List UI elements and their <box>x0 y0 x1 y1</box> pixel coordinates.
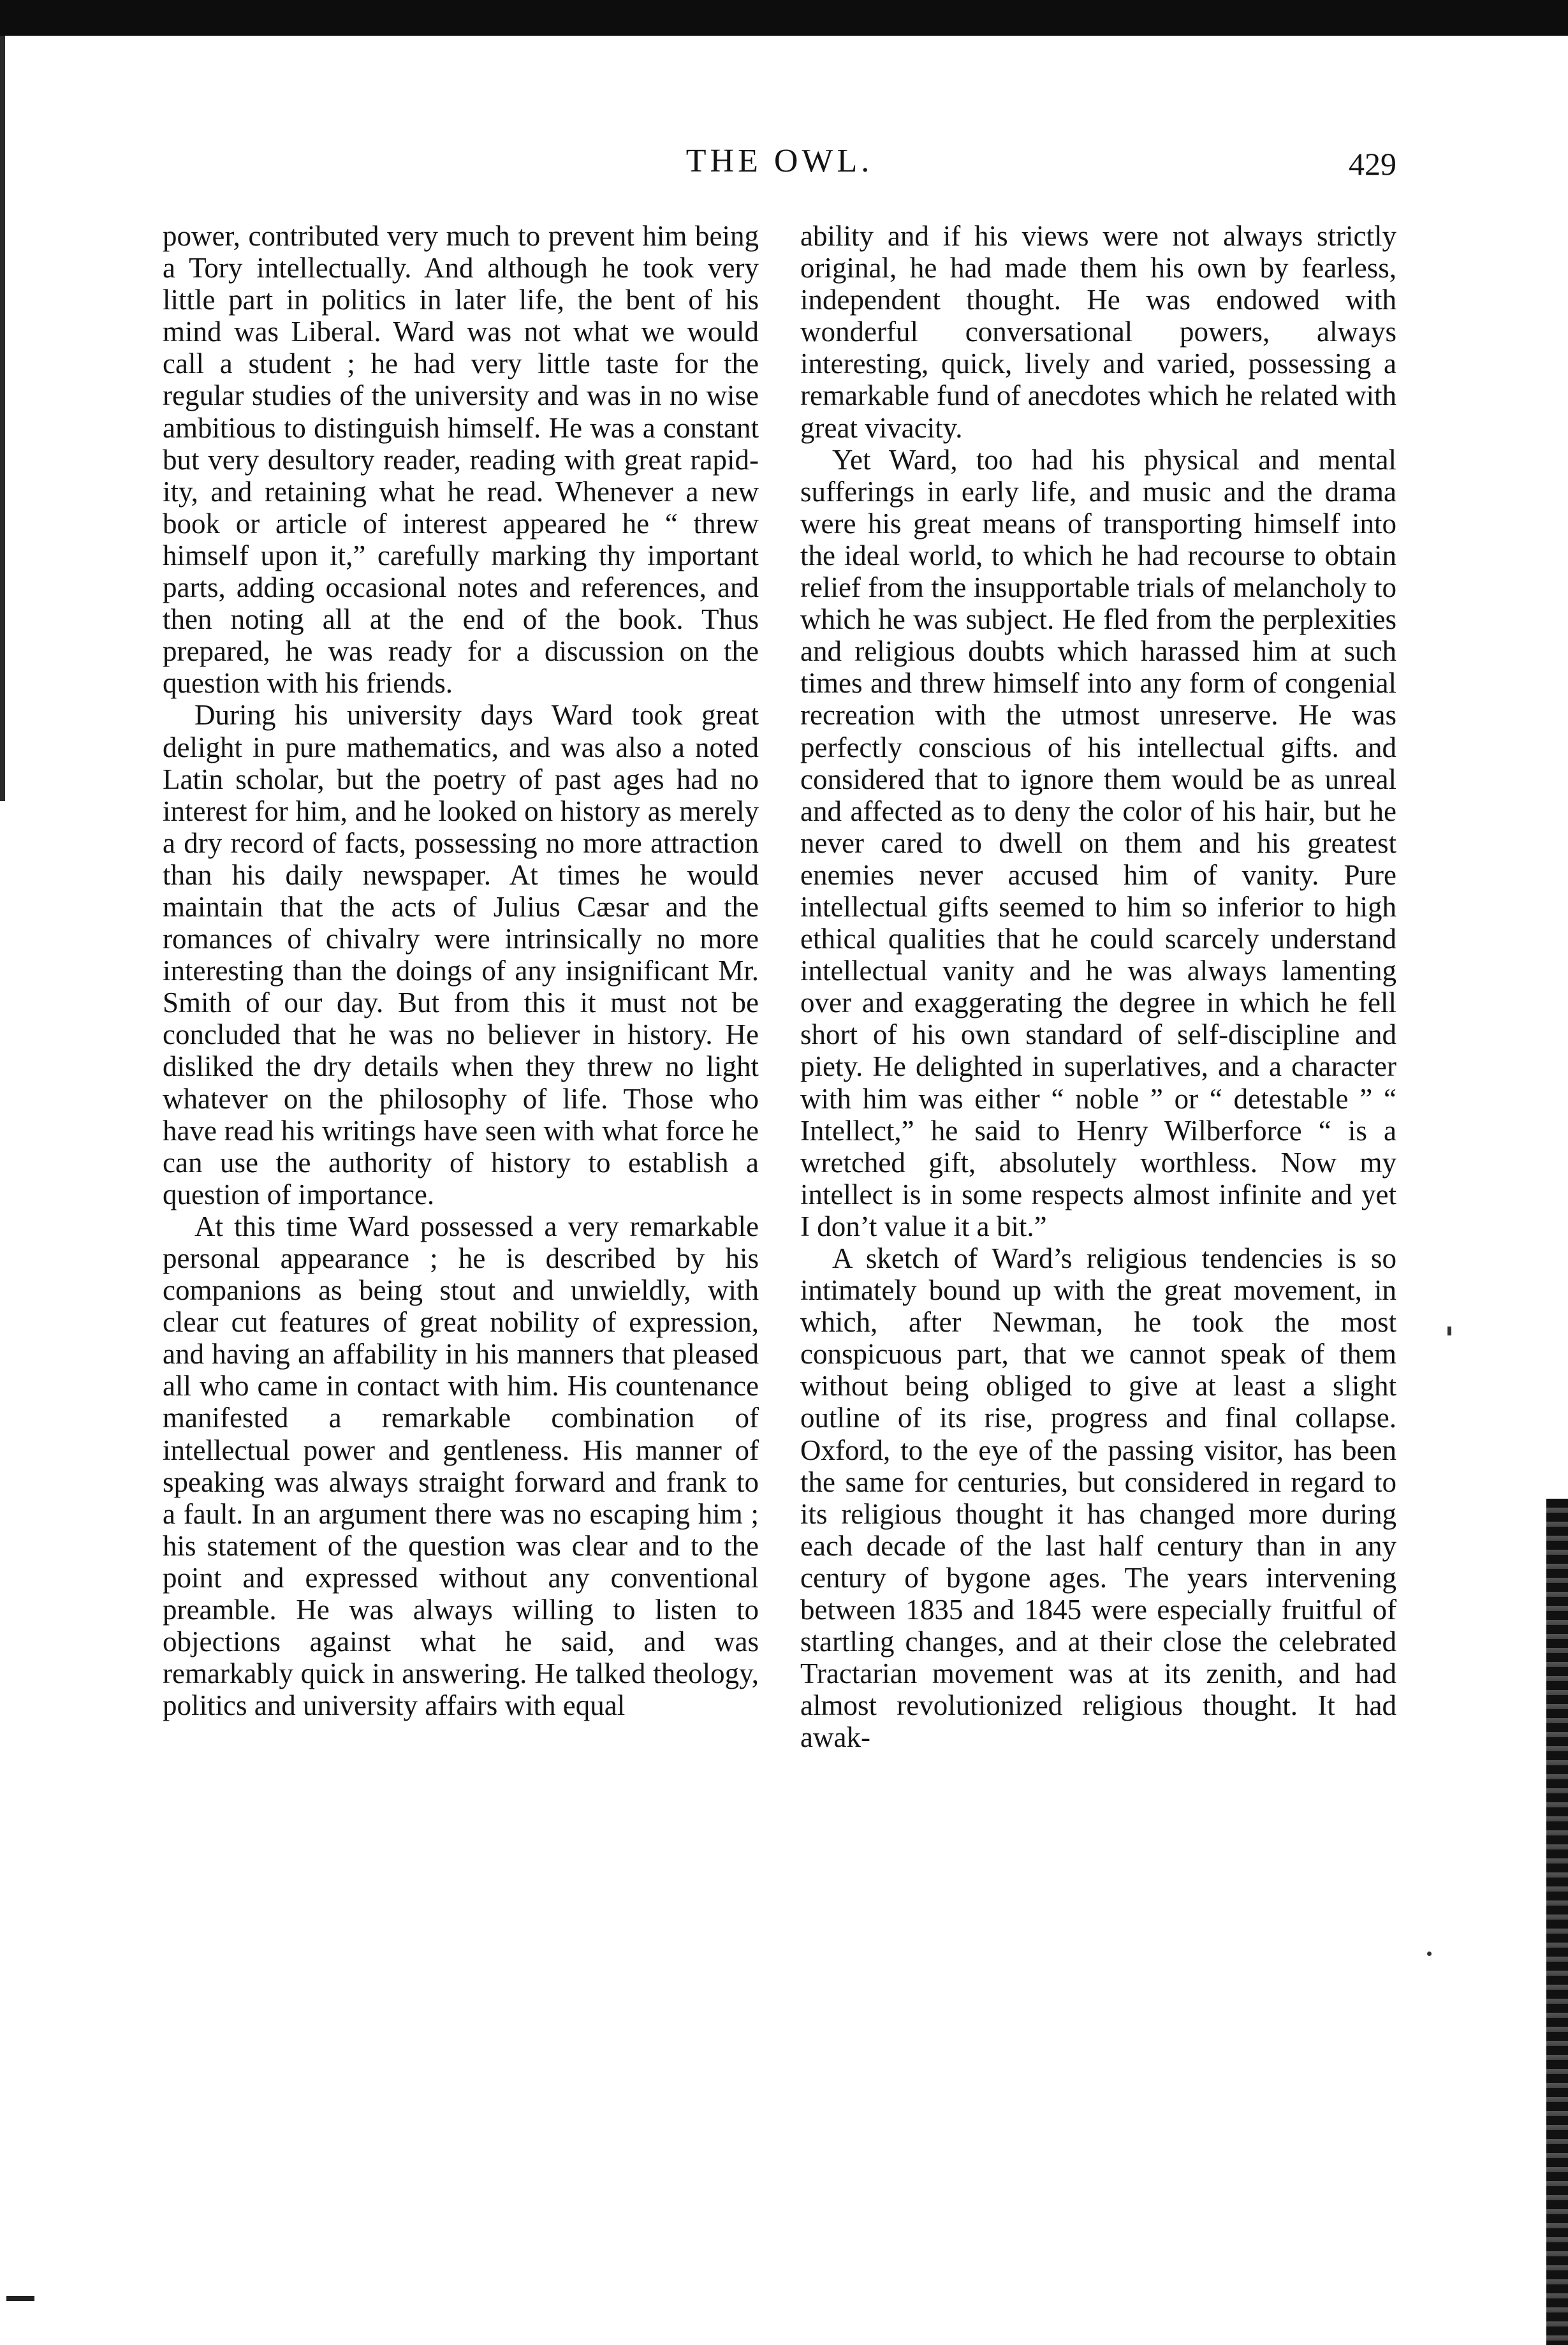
paragraph: Yet Ward, too had his physical and mental sufferings in early life, and music and the drama were his great means of transporting himself into the ideal world, to which he had recourse to obtain relief from the insupportable trials of melancholy to which he was subject. He fled from the perplexities and religious doubts which harassed him at such times and threw himself into any form of congenial recreation with the utmost unreserve. He was perfectly conscious of his intellectual gifts. and considered that to ignore them would be as unreal and affected as to deny the color of his hair, but he never cared to dwell on them and his greatest enemies never accused him of vanity. Pure intellectual gifts seemed to him so inferior to high ethical qualities that he could scarcely understand intellectual vanity and he was always lamenting over and exaggerating the degree in which he fell short of his own standard of self-discipline and piety. He delighted in superlatives, and a character with him was either “ noble ” or “ detestable ” “ Intellect,” he said to Henry Wilberforce “ is a wretched gift, absolutely worthless. Now my intellect is in some respects almost infinite and yet I don’t value it a bit.” <box>800 443 1396 1242</box>
scan-speck <box>1427 1952 1432 1956</box>
scan-corner-mark <box>6 2296 34 2301</box>
scan-right-edge <box>1546 1499 1568 2345</box>
page-number: 429 <box>1349 146 1396 182</box>
paragraph: During his university days Ward took great delight in pure mathematics, and was also a noted Latin scholar, but the poetry of past ages had no interest for him, and he looked on history as merely a dry record of facts, possessing no more attraction than his daily newspaper. At times he would maintain that the acts of Julius Cæsar and the romances of chivalry were intrinsically no more interesting than the doings of any insignificant Mr. Smith of our day. But from this it must not be concluded that he was no believer in history. He disliked the dry details when they threw no light whatever on the philosophy of life. Those who have read his writings have seen with what force he can use the authority of history to establish a question of importance. <box>163 699 759 1210</box>
paragraph: At this time Ward possessed a very remarkable personal appearance ; he is described by his companions as being stout and unwieldly, with clear cut features of great nobility of expression, and having an affability in his manners that pleased all who came in contact with him. His countenance manifested a remarkable combination of intellectual power and gentleness. His manner of speaking was always straight forward and frank to a fault. In an argument there was no escaping him ; his statement of the question was clear and to the point and expressed without any conventional preamble. He was always willing to listen to objections against what he said, and was remarkably quick in answering. He talked theology, politics and university affairs with equal <box>163 1210 759 1722</box>
running-title: THE OWL. <box>685 143 874 179</box>
paragraph: A sketch of Ward’s religious tendencies is so intimately bound up with the great movement, in which, after Newman, he took the most conspicuous part, that we cannot speak of them without being obliged to give at least a slight outline of its rise, progress and final collapse. Oxford, to the eye of the passing visitor, has been the same for centuries, but considered in regard to its religious thought it has changed more during each decade of the last half century than in any century of bygone ages. The years intervening between 1835 and 1845 were especially fruitful of startling changes, and at their close the celebrated Tractarian movement was at its zenith, and had almost revolutionized religious thought. It had awak- <box>800 1242 1396 1754</box>
right-column <box>800 220 1396 1754</box>
paragraph: power, contributed very much to prevent him being a Tory intellectually. And although he took very little part in politics in later life, the bent of his mind was Liberal. Ward was not what we would call a student ; he had very little taste for the regular studies of the university and was in no wise ambitious to distinguish himself. He was a constant but very desultory reader, reading with great rapidity, and retaining what he read. Whenever a new book or article of interest appeared he “ threw himself upon it,” carefully marking thy important parts, adding occasional notes and references, and then noting all at the end of the book. Thus prepared, he was ready for a discussion on the question with his friends. <box>163 220 759 700</box>
left-column <box>163 220 759 1721</box>
scan-speck <box>1447 1327 1451 1335</box>
page-header <box>163 139 1396 184</box>
scan-top-border <box>0 0 1568 36</box>
scan-left-edge <box>0 36 5 801</box>
paragraph: ability and if his views were not always strictly original, he had made them his own by fearless, independent thought. He was endowed with wonderful conversational powers, always interesting, quick, lively and varied, possessing a remarkable fund of anecdotes which he related with great vivacity. <box>800 220 1396 444</box>
